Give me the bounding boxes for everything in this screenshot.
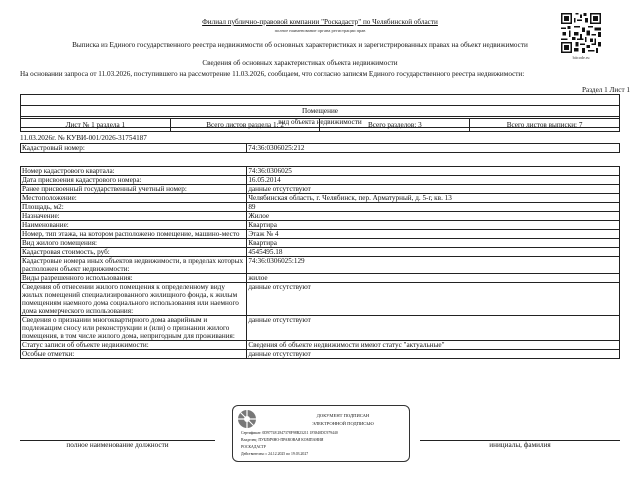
row-label: Сведения о признании многоквартирного дома аварийным и подлежащим сносу или реконструкции и (или) о признании жилого помещения, в том числе жилого дома, непригодным для проживания: — [21, 316, 247, 341]
table-row — [21, 185, 620, 194]
org-name-caption: полное наименование органа регистрации прав — [274, 28, 366, 33]
row-label: Статус записи об объекте недвижимости: — [21, 341, 247, 350]
row-value: 89 — [247, 203, 620, 212]
sheet-number: Лист № 1 раздела 1 — [21, 119, 171, 132]
table-row — [21, 239, 620, 248]
table-row — [21, 194, 620, 203]
request-reference: 11.03.2026г. № КУВИ-001/2026-31754187 — [20, 134, 147, 142]
row-value: Квартира — [247, 239, 620, 248]
qr-code-caption: bitcode.ru — [572, 55, 590, 60]
total-sheet-count: Всего листов выписки: 7 — [470, 119, 620, 132]
characteristics-table — [20, 166, 620, 359]
signature-position-caption: полное наименование должности — [66, 441, 169, 449]
table-row — [21, 248, 620, 257]
qr-code-icon — [561, 13, 601, 53]
table-row — [21, 283, 620, 316]
object-type-blank-row — [21, 95, 619, 106]
table-row — [21, 350, 620, 359]
row-value: данные отсутствуют — [247, 350, 620, 359]
org-name: Филиал публично-правовой компании "Роскадастр" по Челябинской области — [202, 18, 438, 26]
stamp-title: ДОКУМЕНТ ПОДПИСАН — [316, 413, 370, 418]
row-label: Виды разрешенного использования: — [21, 274, 247, 283]
cadastral-number-table — [20, 143, 620, 153]
table-row — [21, 203, 620, 212]
table-row — [21, 167, 620, 176]
table-row — [21, 212, 620, 221]
table-row — [21, 230, 620, 239]
table-row — [21, 176, 620, 185]
row-label: Кадастровые номера иных объектов недвижимости, в пределах которых расположен объект недвижимости: — [21, 257, 247, 274]
row-label: Ранее присвоенный государственный учетный номер: — [21, 185, 247, 194]
table-row — [21, 274, 620, 283]
stamp-owner-line-2: РОСКАДАСТР — [241, 445, 266, 449]
row-label: Дата присвоения кадастрового номера: — [21, 176, 247, 185]
section-subtitle: Сведения об основных характеристиках объекта недвижимости — [202, 59, 398, 67]
row-value: 4545495.18 — [247, 248, 620, 257]
row-value: Жилое — [247, 212, 620, 221]
section-sheet-count: Всего листов раздела 1: 2 — [170, 119, 320, 132]
row-label: Наименование: — [21, 221, 247, 230]
row-value: данные отсутствуют — [247, 316, 620, 341]
table-row — [21, 257, 620, 274]
stamp-certificate: Сертификат: 0D97748 2847378F98B23211 1F3840DC979440 — [241, 431, 338, 435]
object-type-caption: вид объекта недвижимости — [278, 118, 362, 126]
stamp-owner: Владелец: ПУБЛИЧНО-ПРАВОВАЯ КОМПАНИЯ — [241, 438, 324, 442]
signature-name-caption: инициалы, фамилия — [489, 441, 551, 449]
electronic-signature-stamp — [232, 405, 410, 462]
row-value: данные отсутствуют — [247, 185, 620, 194]
table-row — [21, 316, 620, 341]
rosreestr-emblem-icon — [237, 409, 257, 429]
request-basis-text: На основании запроса от 11.03.2026, поступившего на рассмотрение 11.03.2026, сообщаем, что согласно записям Единого государственного реестра недвижимости: — [20, 70, 525, 78]
row-value: 16.05.2014 — [247, 176, 620, 185]
sheet-info-table — [20, 118, 620, 132]
section-count: Всего разделов: 3 — [320, 119, 470, 132]
row-value: Челябинская область, г. Челябинск, пер. Арматурный, д. 5-г, кв. 13 — [247, 194, 620, 203]
table-row — [21, 221, 620, 230]
cadastral-number-value: 74:36:0306025:212 — [247, 144, 620, 153]
row-value: Сведения об объекте недвижимости имеют статус "актуальные" — [247, 341, 620, 350]
row-label: Особые отметки: — [21, 350, 247, 359]
row-value: данные отсутствуют — [247, 283, 620, 316]
row-label: Номер кадастрового квартала: — [21, 167, 247, 176]
row-value: Этаж № 4 — [247, 230, 620, 239]
row-value: 74:36:0306025:129 — [247, 257, 620, 274]
cadastral-number-label: Кадастровый номер: — [21, 144, 247, 153]
row-label: Номер, тип этажа, на котором расположено помещение, машино-место — [21, 230, 247, 239]
section-sheet-label: Раздел 1 Лист 1 — [582, 86, 630, 94]
object-type: Помещение — [21, 106, 619, 117]
row-value: Квартира — [247, 221, 620, 230]
stamp-validity: Действителен: с 24.12.2025 по 19.03.2027 — [241, 452, 309, 456]
row-value: 74:36:0306025 — [247, 167, 620, 176]
table-row — [21, 144, 620, 153]
document-title: Выписка из Единого государственного реестра недвижимости об основных характеристиках и зарегистрированных правах на объект недвижимости — [72, 41, 528, 49]
stamp-title-line-2: ЭЛЕКТРОННОЙ ПОДПИСЬЮ — [312, 421, 374, 426]
row-label: Кадастровая стоимость, руб: — [21, 248, 247, 257]
row-value: жилое — [247, 274, 620, 283]
row-label: Площадь, м2: — [21, 203, 247, 212]
row-label: Вид жилого помещения: — [21, 239, 247, 248]
table-row — [21, 341, 620, 350]
row-label: Сведения об отнесении жилого помещения к определенному виду жилых помещений специализированного жилищного фонда, к жилым помещениям наемного дома социального использования или наемного дома коммерческого использования: — [21, 283, 247, 316]
row-label: Назначение: — [21, 212, 247, 221]
row-label: Местоположение: — [21, 194, 247, 203]
